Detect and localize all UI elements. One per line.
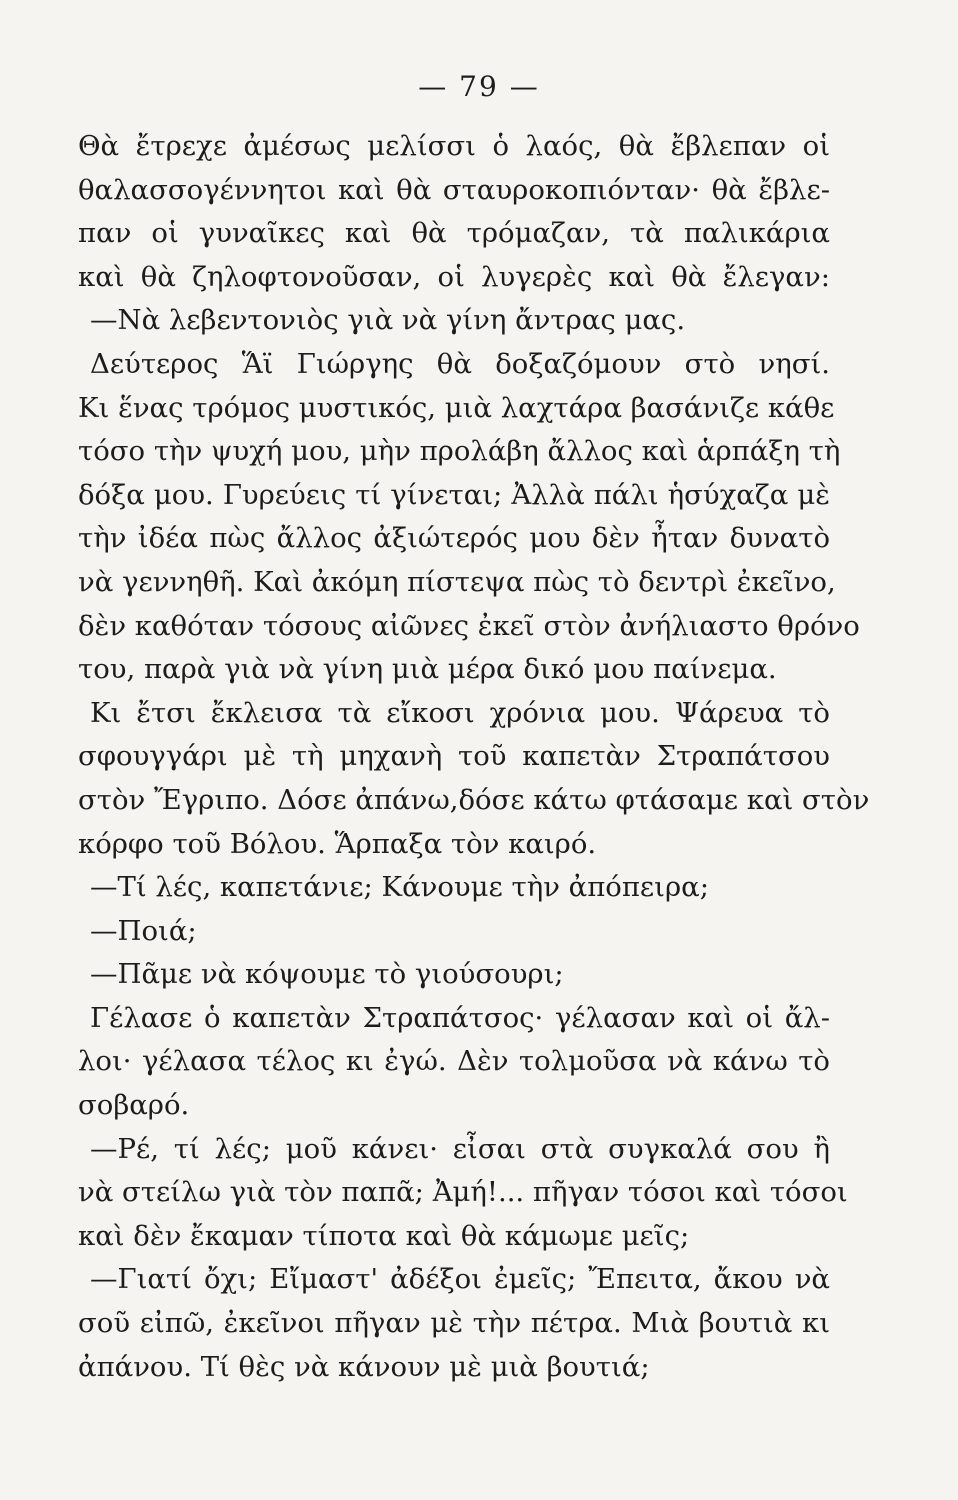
- text-line: —Πᾶμε νὰ κόψουμε τὸ γιούσουρι;: [90, 958, 564, 991]
- text-line: —Ποιά;: [90, 914, 197, 947]
- text-line: Κι ἕνας τρόμος μυστικός, μιὰ λαχτάρα βασάνιζε κάθε: [78, 391, 835, 424]
- text-line: —Τί λές, καπετάνιε; Κάνουμε τὴν ἀπόπειρα;: [90, 871, 709, 904]
- text-line: Κι ἔτσι ἔκλεισα τὰ εἴκοσι χρόνια μου. Ψάρευα τὸ: [90, 696, 830, 729]
- text-line: λοι· γέλασα τέλος κι ἐγώ. Δὲν τολμοῦσα νὰ κάνω τὸ: [78, 1045, 830, 1078]
- text-line: σοβαρό.: [78, 1089, 190, 1122]
- text-line: θαλασσογέννητοι καὶ θὰ σταυροκοπιόνταν· θὰ ἔβλε-: [78, 173, 830, 206]
- text-line: τὴν ἰδέα πὼς ἄλλος ἀξιώτερός μου δὲν ἦταν δυνατὸ: [78, 522, 830, 555]
- text-line: στὸν Ἔγριπο. Δόσε ἀπάνω,δόσε κάτω φτάσαμε καὶ στὸν: [78, 783, 870, 816]
- text-line: —Νὰ λεβεντονιὸς γιὰ νὰ γίνη ἄντρας μας.: [90, 304, 686, 337]
- text-line: σοῦ εἰπῶ, ἐκεῖνοι πῆγαν μὲ τὴν πέτρα. Μιὰ βουτιὰ κι: [78, 1307, 830, 1340]
- text-line: καὶ δὲν ἔκαμαν τίποτα καὶ θὰ κάμωμε μεῖς;: [78, 1219, 690, 1252]
- text-line: κόρφο τοῦ Βόλου. Ἅρπαξα τὸν καιρό.: [78, 827, 597, 860]
- text-line: σφουγγάρι μὲ τὴ μηχανὴ τοῦ καπετὰν Στραπάτσου: [78, 740, 830, 773]
- text-line: νὰ στείλω γιὰ τὸν παπᾶ; Ἀμή!... πῆγαν τόσοι καὶ τόσοι: [78, 1176, 848, 1209]
- text-line: Γέλασε ὁ καπετὰν Στραπάτσος· γέλασαν καὶ οἱ ἄλ-: [90, 1001, 830, 1034]
- text-line: Θὰ ἔτρεχε ἀμέσως μελίσσι ὁ λαός, θὰ ἔβλεπαν οἱ: [78, 130, 830, 162]
- text-line: δόξα μου. Γυρεύεις τί γίνεται; Ἀλλὰ πάλι ἡσύχαζα μὲ: [78, 478, 830, 511]
- text-line: τόσο τὴν ψυχή μου, μὴν προλάβη ἄλλος καὶ ἁρπάξη τὴ: [78, 435, 841, 468]
- text-line: παν οἱ γυναῖκες καὶ θὰ τρόμαζαν, τὰ παλικάρια: [78, 217, 830, 250]
- page-number: — 79 —: [418, 70, 540, 103]
- text-line: νὰ γεννηθῆ. Καὶ ἀκόμη πίστεψα πὼς τὸ δεντρὶ ἐκεῖνο,: [78, 565, 836, 598]
- text-line: ἀπάνου. Τί θὲς νὰ κάνουν μὲ μιὰ βουτιά;: [78, 1350, 650, 1383]
- text-line: καὶ θὰ ζηλοφτονοῦσαν, οἱ λυγερὲς καὶ θὰ ἔλεγαν:: [78, 260, 830, 293]
- text-line: —Γιατί ὄχι; Εἴμαστ' ἀδέξοι ἐμεῖς; Ἔπειτα, ἄκου νὰ: [90, 1263, 830, 1296]
- text-line: του, παρὰ γιὰ νὰ γίνη μιὰ μέρα δικό μου παίνεμα.: [78, 653, 777, 686]
- body-text: [78, 125, 870, 1389]
- text-line: —Ρέ, τί λές; μοῦ κάνει· εἶσαι στὰ συγκαλά σου ἢ: [90, 1132, 830, 1165]
- text-line: δὲν καθόταν τόσους αἰῶνες ἐκεῖ στὸν ἀνήλιαστο θρόνο: [78, 609, 860, 642]
- text-line: Δεύτερος Ἅϊ Γιώργης θὰ δοξαζόμουν στὸ νησί.: [90, 347, 830, 380]
